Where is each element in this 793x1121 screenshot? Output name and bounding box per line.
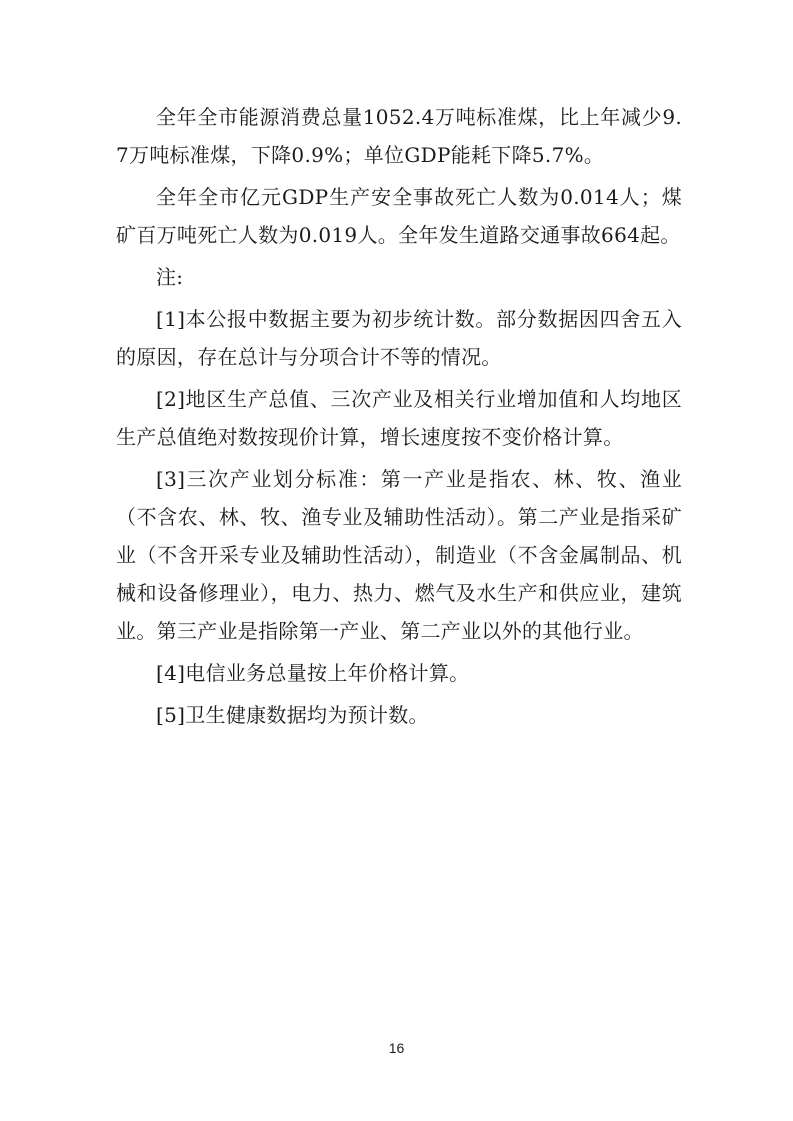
note-4: [4]电信业务总量按上年价格计算。 xyxy=(156,661,470,685)
paragraph-safety-accidents: 全年全市亿元GDP生产安全事故死亡人数为0.014人；煤矿百万吨死亡人数为0.019人。全年发生道路交通事故664起。 xyxy=(116,185,682,247)
paragraph-energy-consumption: 全年全市能源消费总量1052.4万吨标准煤，比上年减少9.7万吨标准煤，下降0.9%；单位GDP能耗下降5.7%。 xyxy=(116,105,682,167)
note-5: [5]卫生健康数据均为预计数。 xyxy=(156,703,429,727)
notes-heading: 注: xyxy=(156,265,184,289)
note-3: [3]三次产业划分标准：第一产业是指农、林、牧、渔业（不含农、林、牧、渔专业及辅助性活动）。第二产业是指采矿业（不含开采专业及辅助性活动），制造业（不含金属制品、机械和设备修理业），电力、热力、燃气及水生产和供应业，建筑业。第三产业是指除第一产业、第二产业以外的其他行业。 xyxy=(116,467,682,643)
document-body xyxy=(116,98,682,738)
note-2: [2]地区生产总值、三次产业及相关行业增加值和人均地区生产总值绝对数按现价计算，增长速度按不变价格计算。 xyxy=(116,387,682,449)
page-number: 16 xyxy=(388,1040,405,1056)
note-1: [1]本公报中数据主要为初步统计数。部分数据因四舍五入的原因，存在总计与分项合计不等的情况。 xyxy=(116,307,682,369)
